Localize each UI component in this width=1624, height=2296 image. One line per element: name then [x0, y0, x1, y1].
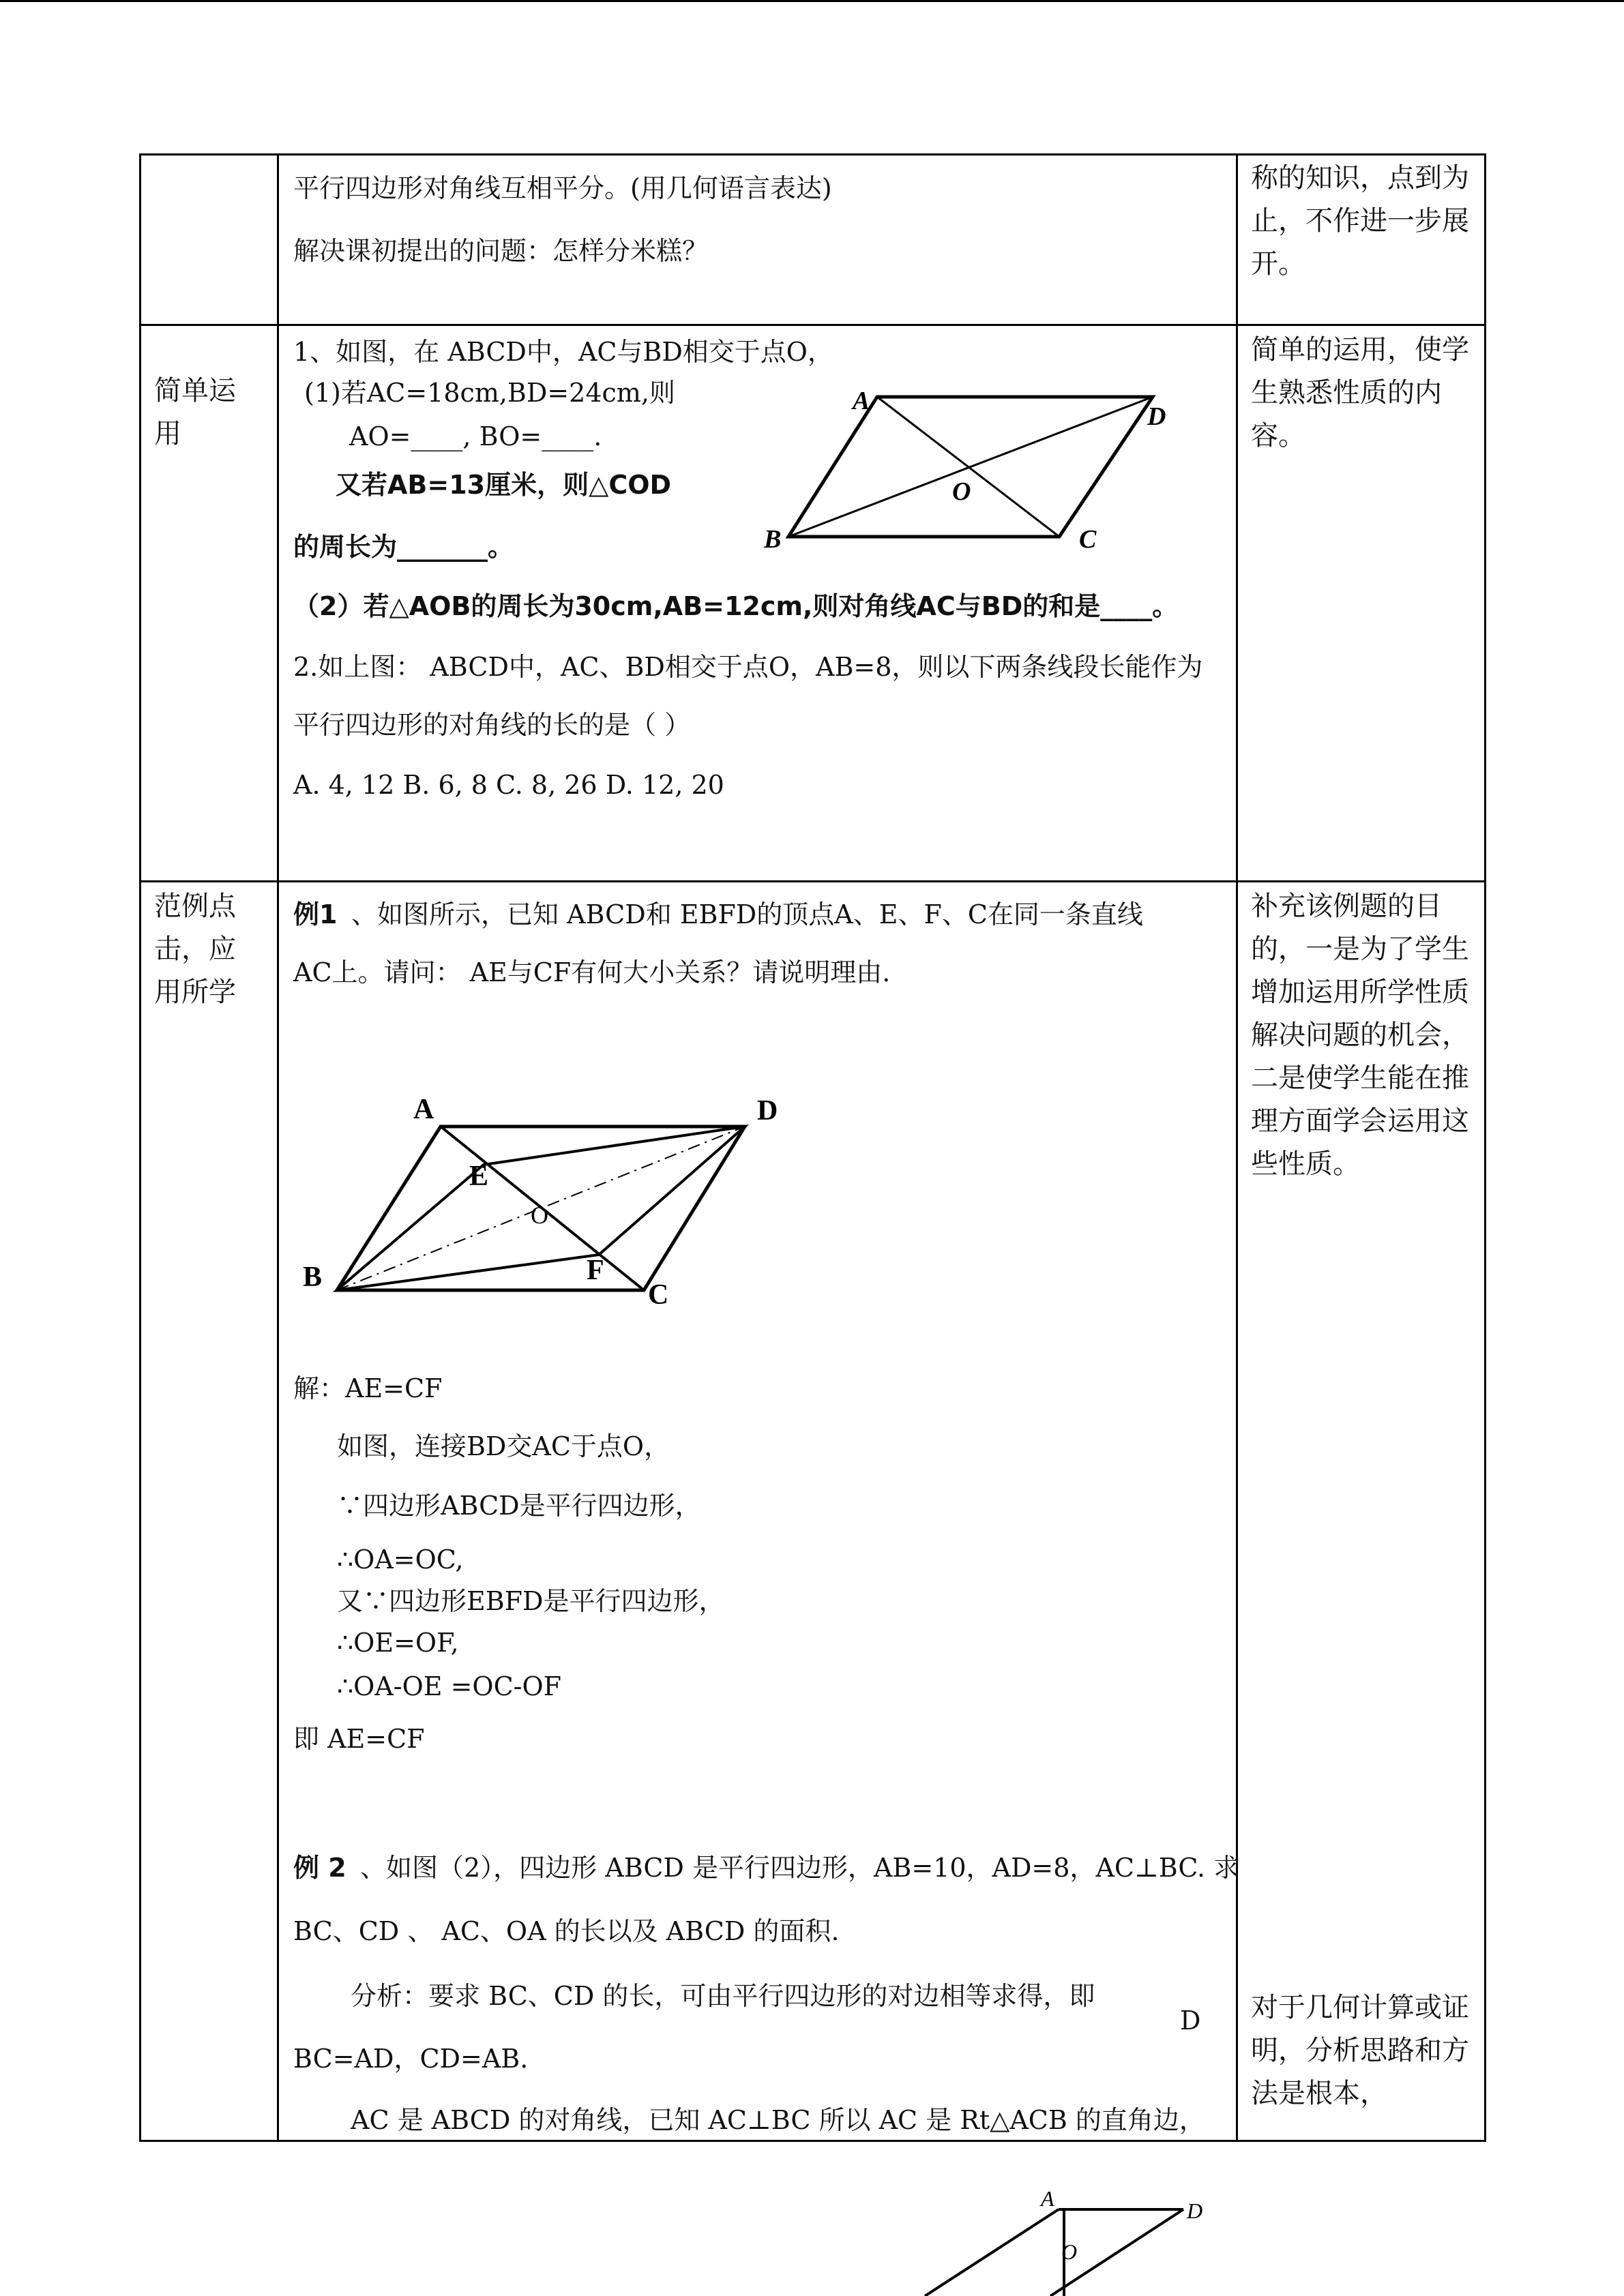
fig3-label-a: A: [1041, 2186, 1054, 2211]
stage-examples: 范例点击，应用所学: [154, 891, 236, 1008]
figure-3-partial: [900, 2186, 1241, 2296]
page-top-border: [0, 0, 1624, 2]
fig1-label-d: D: [1147, 402, 1166, 431]
column-divider-2: [1236, 153, 1238, 2142]
fig1-label-c: C: [1079, 525, 1097, 554]
solution-line-8: 即 AE=CF: [293, 1724, 425, 1754]
fig3-side-ab: [925, 2209, 1059, 2296]
note-row3b: 对于几何计算或证明，分析思路和方法是根本，: [1251, 1992, 1469, 2109]
column-divider-1: [277, 153, 279, 2142]
q2-question: 平行四边形的对角线的长的是（ ）: [293, 710, 691, 740]
note-row1: 称的知识，点到为止，不作进一步展开。: [1251, 162, 1469, 280]
cake-question: 解决课初提出的问题：怎样分米糕？: [293, 236, 709, 266]
figure-2-label-d: D: [1180, 2006, 1201, 2036]
example-1-figure: [286, 1084, 791, 1316]
ex1-label-d: D: [757, 1095, 778, 1127]
example-2-text-line2: BC、CD 、 AC、OA 的长以及 ABCD 的面积.: [293, 1916, 840, 1946]
fig1-label-a: A: [853, 387, 870, 415]
solution-line-3: ∵四边形ABCD是平行四边形，: [337, 1491, 701, 1521]
solution-line-4: ∴OA=OC,: [337, 1545, 464, 1575]
ex1-label-f: F: [587, 1255, 604, 1286]
q2-options: A. 4, 12 B. 6, 8 C. 8, 26 D. 12, 20: [293, 770, 724, 800]
solution-line-7: ∴OA-OE =OC-OF: [337, 1671, 562, 1701]
ex1-label-a: A: [413, 1094, 434, 1125]
fig1-label-o: O: [952, 477, 971, 506]
diagonal-bd: [788, 397, 1153, 537]
note-row3: 补充该例题的目的，一是为了学生增加运用所学性质解决问题的机会，二是使学生能在推理方面学会运用这些性质。: [1251, 891, 1469, 1180]
row-divider-1: [139, 324, 1486, 326]
ex1-label-e: E: [469, 1161, 489, 1192]
ex1-label-b: B: [303, 1262, 323, 1293]
q1-intro: 1、如图，在 ABCD中，AC与BD相交于点O，: [293, 337, 833, 367]
stage-simple-use: 简单运用: [154, 375, 236, 449]
q1-blanks: AO=____, BO=____.: [349, 421, 602, 451]
example-2-label: 例 2: [293, 1853, 346, 1883]
q1-given: (1)若AC=18cm,BD=24cm,则: [304, 378, 675, 408]
analysis-line-2: BC=AD，CD=AB.: [293, 2044, 529, 2074]
figure-1-parallelogram: [750, 378, 1200, 563]
solution-line-5: 又∵四边形EBFD是平行四边形，: [337, 1586, 725, 1616]
q1-cod-perimeter-blank: 的周长为_______。: [293, 532, 514, 562]
ex1-label-c: C: [648, 1279, 669, 1311]
fig3-label-o: O: [1061, 2239, 1078, 2264]
solution-line-1: 解：AE=CF: [293, 1373, 443, 1403]
solution-line-2: 如图，连接BD交AC于点O，: [337, 1431, 670, 1461]
solution-line-6: ∴OE=OF,: [337, 1628, 459, 1658]
table-bottom-border: [139, 2140, 1486, 2142]
analysis-line-1: 分析：要求 BC、CD 的长，可由平行四边形的对边相等求得，即: [351, 1981, 1095, 2011]
example-1-text-line2: AC上。请问： AE与CF有何大小关系？请说明理由.: [293, 957, 891, 987]
q1-cod-perimeter-given: 又若AB=13厘米，则△COD: [336, 470, 672, 500]
table-top-border: [139, 153, 1486, 155]
ex1-label-o: O: [531, 1202, 548, 1229]
table-right-border: [1484, 153, 1486, 2142]
example-1-label: 例1: [293, 899, 338, 929]
example-1-text-line1: 、如图所示，已知 ABCD和 EBFD的顶点A、E、F、C在同一条直线: [351, 899, 1143, 929]
property-statement: 平行四边形对角线互相平分。(用几何语言表达): [293, 173, 832, 203]
fig3-label-d: D: [1187, 2198, 1203, 2223]
q1-part2: （2）若△AOB的周长为30cm,AB=12cm,则对角线AC与BD的和是____。: [293, 591, 1179, 621]
row-divider-2: [139, 880, 1486, 882]
table-left-border: [139, 153, 141, 2142]
example-2-text-line1: 、如图（2），四边形 ABCD 是平行四边形，AB=10，AD=8，AC⊥BC. 求: [360, 1853, 1240, 1883]
analysis-line-3: AC 是 ABCD 的对角线，已知 AC⊥BC 所以 AC 是 Rt△ACB 的直角边，: [351, 2105, 1205, 2135]
fig1-label-b: B: [764, 525, 782, 554]
note-row2: 简单的运用，使学生熟悉性质的内容。: [1251, 334, 1469, 451]
q2-stem: 2.如上图： ABCD中，AC、BD相交于点O，AB=8，则以下两条线段长能作为: [293, 652, 1203, 682]
